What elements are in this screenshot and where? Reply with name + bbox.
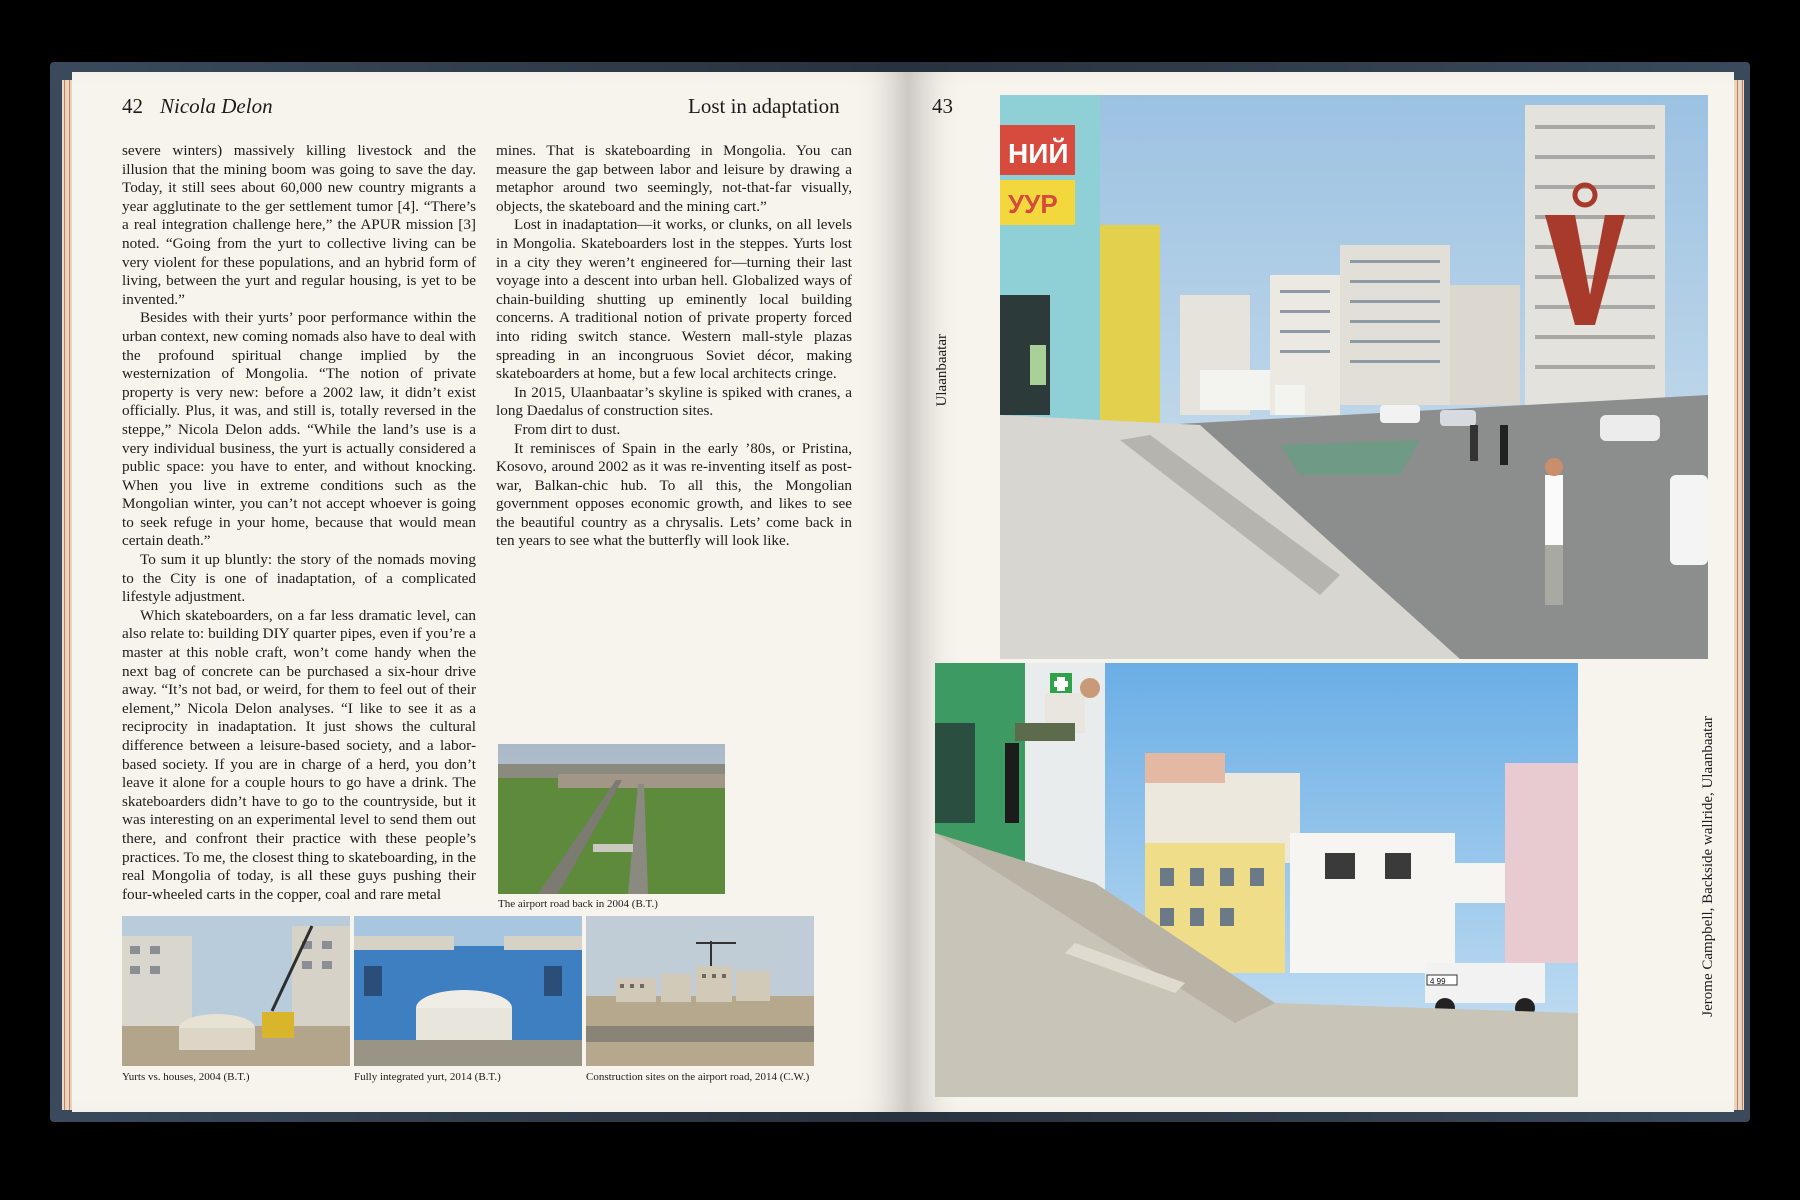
photo-backside-wallride: [935, 663, 1578, 1097]
caption-construction-sites: Construction sites on the airport road, 2014 (C.W.): [586, 1071, 810, 1083]
paragraph: To sum it up bluntly: the story of the nomads moving to the City is one of inadaptation, of a complicated lifestyle adjustment.: [122, 551, 476, 606]
caption-yurts-houses: Yurts vs. houses, 2004 (B.T.): [122, 1071, 250, 1083]
caption-integrated-yurt: Fully integrated yurt, 2014 (B.T.): [354, 1071, 501, 1083]
photo-street-scene: [1000, 95, 1708, 659]
photo-yurts-houses: [122, 916, 350, 1066]
paragraph: severe winters) massively killing livestock and the illusion that the mining boom was going to save the day. Today, it still sees about 60,000 new country migrants a year agglutinate to the ger settlement tumor [4]. “There’s a real integration challenge here,” the APUR mission [3] noted. “Going from the yurt to collective living can be very violent for these populations, and an hybrid form of living, between the yurt and regular housing, is yet to be invented.”: [122, 142, 476, 308]
running-head-author: Nicola Delon: [160, 94, 273, 118]
running-head-section: Lost in adaptation: [688, 94, 840, 118]
truck-plate: 4 99: [1430, 977, 1446, 986]
side-label-ulaanbaatar: Ulaanbaatar: [934, 334, 950, 407]
text-column-2: [496, 142, 852, 551]
photo-credit-caption: Jerome Campbell, Backside wallride, Ulaanbaatar: [1700, 716, 1716, 1017]
paragraph: In 2015, Ulaanbaatar’s skyline is spiked with cranes, a long Daedalus of construction sites.: [496, 383, 852, 420]
paragraph: Lost in inadaptation—it works, or clunks, on all levels in Mongolia. Skateboarders lost in the steppes. Yurts lost in a city they weren’t engineered for—turning their last voyage into a descent into urban hell. Globalized ways of chain-building shutting up eminently local building concerns. A traditional notion of private property forced into riding switch stance. Western mall-style plazas spreading in an incongruous Soviet décor, making skateboarders at home, but a few local architects cringe.: [496, 216, 852, 383]
page-number-left: 42: [122, 94, 143, 118]
photo-construction-sites: [586, 916, 814, 1066]
sign-text-2: УУР: [1008, 189, 1058, 219]
paragraph: Which skateboarders, on a far less dramatic level, can also relate to: building DIY quarter pipes, even if you’re a master at this noble craft, won’t come handy when the next bag of concrete can be purchased a six-hour drive away. “It’s not bad, or weird, for them to feel out of their element,” Nicola Delon analyses. “I like to see it as a reciprocity in inadaptation. It just shows the cultural difference between a leisure-based society, and a labor-based society. If you are in charge of a herd, you don’t leave it alone for a couple hours to go have a drink. The skateboarders didn’t have to go to the countryside, but it was interesting on an experimental level to send them out there, and confront their practice with these people’s practices. To me, the closest thing to skateboarding, in the real Mongolia of today, is all these guys pushing their four-wheeled carts in the copper, coal and rare metal: [122, 606, 476, 903]
photo-integrated-yurt: [354, 916, 582, 1066]
text-column-1: [122, 142, 476, 904]
paragraph: Besides with their yurts’ poor performance within the urban context, new coming nomads also have to deal with the profound spiritual change implied by the westernization of Mongolia. “The notion of private property is very new: before a 2002 law, it didn’t exist officially. Plus, it was, and still is, totally reversed in the steppe,” Nicola Delon adds. “While the land’s use is a very individual business, the yurt is actually considered a public space: you have to enter, and without knocking. When you live in extreme conditions such as the Mongolian winter, you can’t not accept whoever is going to seek refuge in your home, because that would mean certain death.”: [122, 309, 476, 550]
caption-airport-road: The airport road back in 2004 (B.T.): [498, 898, 658, 910]
photo-airport-road: [498, 744, 725, 894]
sign-text-1: НИЙ: [1008, 138, 1069, 169]
page-number-right: 43: [932, 94, 953, 118]
paragraph: From dirt to dust.: [514, 420, 621, 438]
paragraph: mines. That is skateboarding in Mongolia. You can measure the gap between labor and leisure by drawing a metaphor around two seemingly, not-that-far visually, objects, the skateboard and the mining cart.”: [496, 142, 852, 215]
paragraph: It reminisces of Spain in the early ’80s, or Pristina, Kosovo, around 2002 as it was re-inventing itself as post-war, Balkan-chic hub. To all this, the Mongolian government opposes economic growth, and likes to see the beautiful country as a chrysalis. Lets’ come back in ten years to see what the butterfly will look like.: [496, 439, 852, 550]
